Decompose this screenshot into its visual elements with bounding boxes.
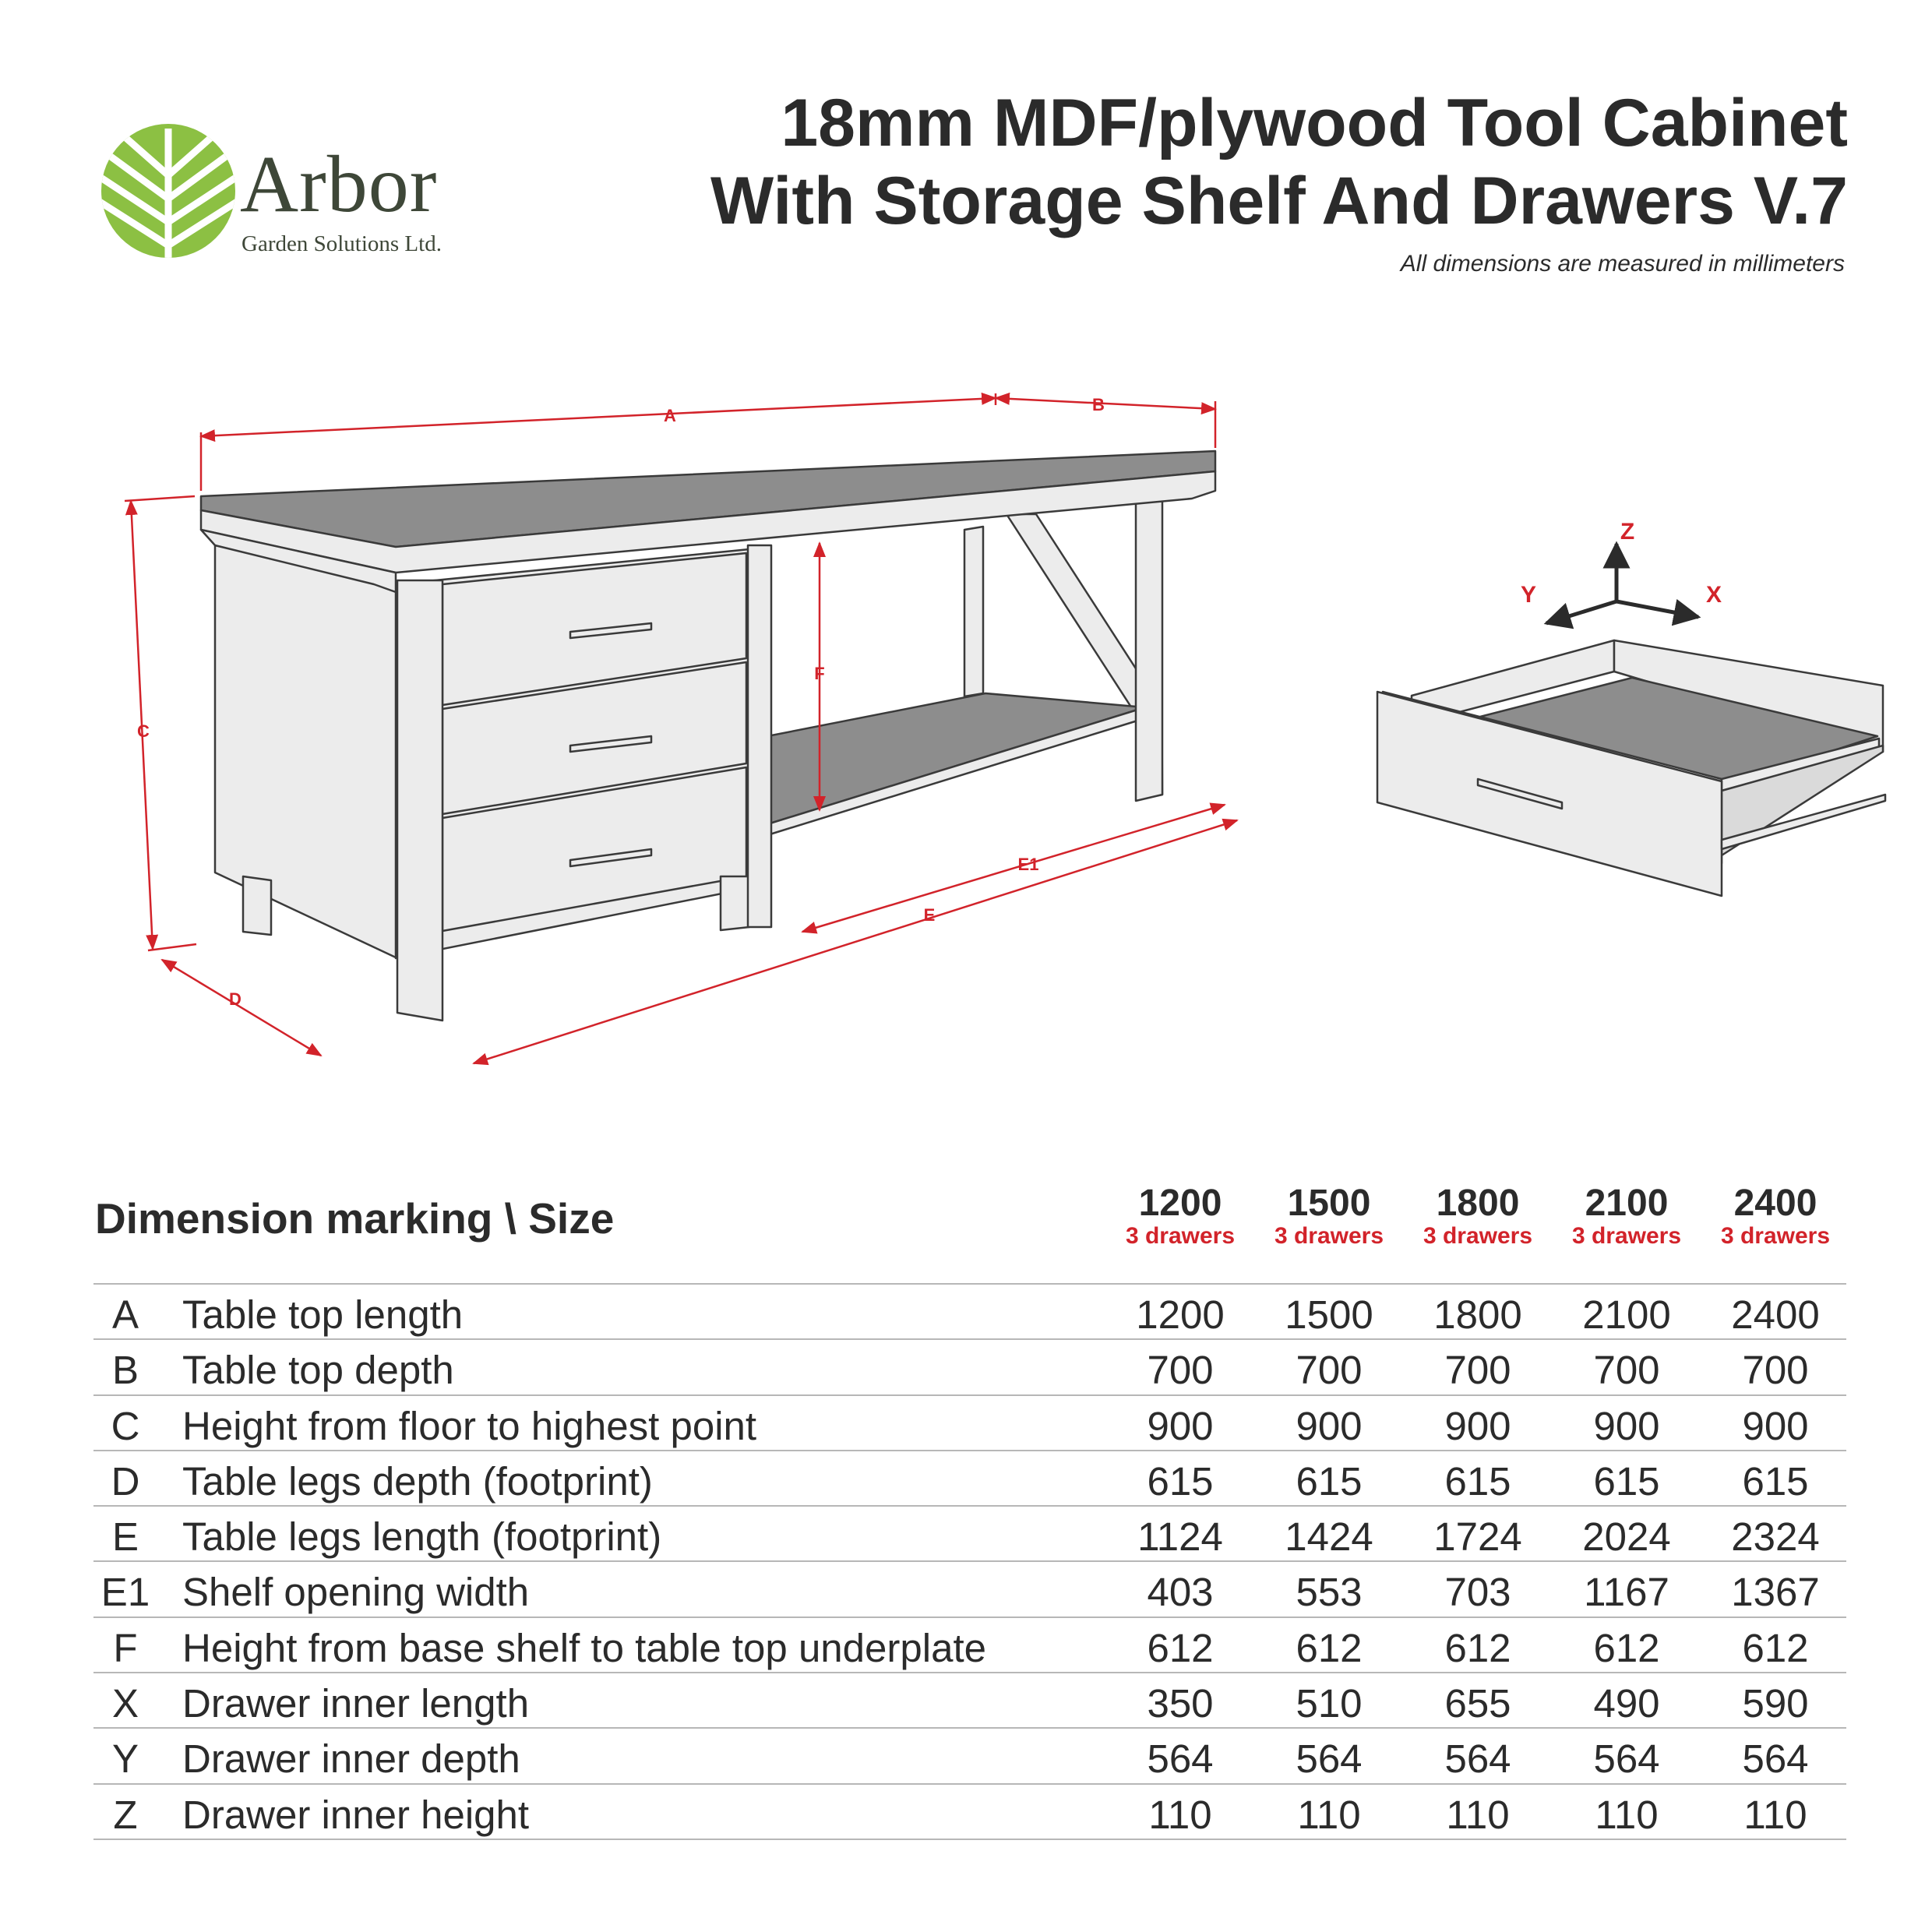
row-label: Drawer inner length (182, 1681, 530, 1726)
brand-subtitle: Garden Solutions Ltd. (242, 231, 442, 256)
size-column-header (1549, 1184, 1705, 1250)
row-value: 612 (1147, 1625, 1214, 1670)
brand-name: Arbor (240, 139, 438, 229)
table-row (93, 1727, 1846, 1782)
dimension-label: A (664, 406, 676, 425)
title-line-1: 18mm MDF/plywood Tool Cabinet (781, 86, 1848, 160)
rear-upright (964, 527, 983, 696)
row-label: Drawer inner depth (182, 1736, 520, 1782)
dimensions-table (93, 1283, 1846, 1840)
diagonal-brace (1007, 514, 1157, 717)
row-value: 700 (1147, 1348, 1214, 1393)
dimension-label: E (923, 905, 936, 925)
axis-label: Y (1520, 582, 1537, 608)
size-value: 1500 (1287, 1183, 1371, 1224)
table-row (93, 1616, 1846, 1672)
row-value: 564 (1147, 1736, 1214, 1782)
row-value: 110 (1595, 1792, 1659, 1837)
row-value: 2100 (1582, 1292, 1671, 1337)
page-title (710, 84, 1848, 240)
row-code: C (111, 1403, 140, 1448)
row-value: 703 (1444, 1570, 1511, 1615)
row-value: 1200 (1136, 1292, 1225, 1337)
y-axis (1546, 601, 1616, 623)
row-label: Table top depth (182, 1348, 454, 1393)
row-value: 590 (1742, 1681, 1809, 1726)
table-row (93, 1783, 1846, 1840)
row-label: Shelf opening width (182, 1570, 530, 1615)
size-column-header (1251, 1184, 1407, 1250)
drawer-count: 3 drawers (1720, 1223, 1831, 1249)
row-value: 655 (1444, 1681, 1511, 1726)
brand-logo (100, 121, 505, 269)
row-value: 510 (1296, 1681, 1363, 1726)
row-value: 564 (1742, 1736, 1809, 1782)
row-value: 612 (1444, 1625, 1511, 1670)
dimension-label: D (229, 989, 242, 1009)
drawer-count: 3 drawers (1571, 1223, 1682, 1249)
row-value: 1167 (1584, 1570, 1669, 1615)
dimension-label: E1 (1017, 855, 1039, 874)
row-value: 403 (1147, 1570, 1214, 1615)
row-value: 615 (1742, 1458, 1809, 1504)
front-right-leg (1136, 495, 1162, 801)
row-label: Drawer inner height (182, 1792, 530, 1837)
row-value: 110 (1297, 1792, 1361, 1837)
dimension-B (996, 398, 1215, 409)
dimension-label: C (137, 721, 150, 741)
row-code: D (111, 1458, 140, 1504)
middle-leg (748, 545, 771, 927)
row-value: 490 (1593, 1681, 1660, 1726)
table-row (93, 1283, 1846, 1338)
row-value: 900 (1444, 1403, 1511, 1448)
row-code: Y (111, 1736, 139, 1782)
row-value: 612 (1593, 1625, 1660, 1670)
row-value: 1800 (1433, 1292, 1522, 1337)
size-value: 2400 (1733, 1183, 1817, 1224)
row-code: E1 (100, 1570, 150, 1615)
table-row (93, 1505, 1846, 1560)
size-value: 2100 (1585, 1183, 1669, 1224)
row-value: 110 (1446, 1792, 1510, 1837)
base-shelf (767, 693, 1145, 824)
dimension-label: B (1092, 395, 1105, 414)
leaf-logo-icon (100, 121, 240, 269)
dimension-A (201, 398, 996, 436)
row-value: 564 (1593, 1736, 1660, 1782)
row-value: 615 (1296, 1458, 1363, 1504)
row-value: 612 (1296, 1625, 1363, 1670)
drawer-count: 3 drawers (1423, 1223, 1533, 1249)
row-value: 564 (1444, 1736, 1511, 1782)
row-code: X (111, 1681, 139, 1726)
x-axis (1616, 601, 1698, 617)
size-column-header (1698, 1184, 1853, 1250)
row-value: 900 (1593, 1403, 1660, 1448)
row-value: 615 (1444, 1458, 1511, 1504)
table-header-label: Dimension marking \ Size (95, 1194, 615, 1243)
size-value: 1200 (1138, 1183, 1222, 1224)
row-label: Table top length (182, 1292, 464, 1337)
row-value: 900 (1147, 1403, 1214, 1448)
row-value: 1424 (1285, 1514, 1373, 1560)
title-line-2: With Storage Shelf And Drawers V.7 (710, 164, 1848, 238)
row-code: F (113, 1625, 138, 1670)
row-value: 1724 (1433, 1514, 1522, 1560)
row-value: 2324 (1731, 1514, 1820, 1560)
row-value: 564 (1296, 1736, 1363, 1782)
row-value: 700 (1444, 1348, 1511, 1393)
row-value: 110 (1743, 1792, 1807, 1837)
row-value: 1367 (1731, 1570, 1820, 1615)
axis-label: X (1705, 582, 1722, 608)
table-row (93, 1560, 1846, 1616)
drawer-count: 3 drawers (1125, 1223, 1236, 1249)
table-row (93, 1450, 1846, 1505)
row-code: E (111, 1514, 139, 1560)
row-value: 900 (1742, 1403, 1809, 1448)
size-column-header (1102, 1184, 1258, 1250)
drawer-diagram (1356, 499, 1916, 935)
row-value: 110 (1148, 1792, 1212, 1837)
row-value: 700 (1296, 1348, 1363, 1393)
units-note: All dimensions are measured in millimeters (1400, 251, 1845, 277)
table-row (93, 1672, 1846, 1727)
row-value: 615 (1593, 1458, 1660, 1504)
axis-label: Z (1620, 519, 1635, 545)
row-label: Table legs length (footprint) (182, 1514, 662, 1560)
row-label: Height from base shelf to table top underplate (182, 1625, 986, 1670)
row-value: 1124 (1137, 1514, 1223, 1560)
row-code: B (111, 1348, 139, 1393)
row-value: 553 (1296, 1570, 1363, 1615)
row-code: Z (113, 1792, 138, 1837)
table-row (93, 1338, 1846, 1394)
dimension-label: F (814, 664, 825, 683)
dimension-E1 (802, 805, 1225, 932)
row-value: 612 (1742, 1625, 1809, 1670)
size-column-header (1400, 1184, 1556, 1250)
table-header (93, 1169, 1846, 1285)
row-label: Height from floor to highest point (182, 1403, 757, 1448)
dimension-D (162, 960, 321, 1056)
row-value: 700 (1742, 1348, 1809, 1393)
row-value: 350 (1147, 1681, 1214, 1726)
row-code: A (111, 1292, 139, 1337)
row-value: 2024 (1582, 1514, 1671, 1560)
cabinet-diagram (0, 374, 1278, 1091)
row-value: 1500 (1285, 1292, 1373, 1337)
row-value: 2400 (1731, 1292, 1820, 1337)
row-value: 700 (1593, 1348, 1660, 1393)
drawer-count: 3 drawers (1274, 1223, 1384, 1249)
row-value: 900 (1296, 1403, 1363, 1448)
size-value: 1800 (1436, 1183, 1520, 1224)
row-label: Table legs depth (footprint) (182, 1458, 653, 1504)
table-row (93, 1394, 1846, 1450)
row-value: 615 (1147, 1458, 1214, 1504)
front-left-leg (397, 580, 442, 1021)
